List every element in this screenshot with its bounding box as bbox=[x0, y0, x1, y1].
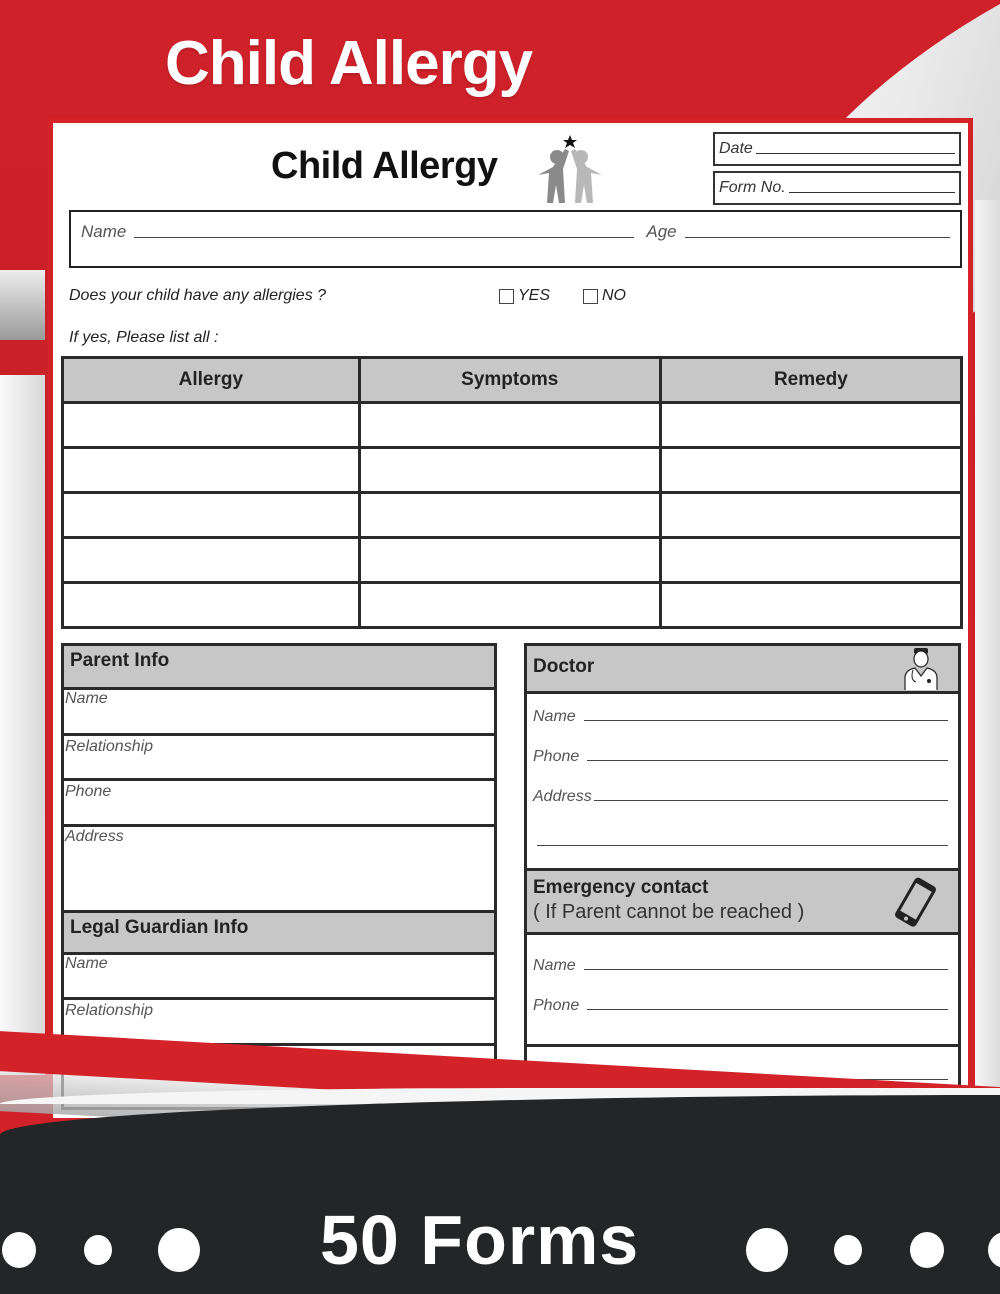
decorative-panel-left bbox=[0, 375, 45, 1075]
table-row bbox=[63, 493, 962, 538]
age-input[interactable] bbox=[685, 222, 950, 238]
doctor-address-label: Address bbox=[533, 788, 592, 805]
allergy-table bbox=[61, 356, 963, 629]
table-row bbox=[63, 538, 962, 583]
remedy-cell[interactable] bbox=[660, 583, 961, 628]
form-number-line bbox=[789, 192, 955, 193]
doctor-phone-field[interactable] bbox=[527, 728, 958, 768]
parent-name-field[interactable]: Name bbox=[64, 690, 494, 736]
header-symptoms: Symptoms bbox=[359, 358, 660, 403]
guardian-relationship-field[interactable]: Relationship bbox=[64, 1000, 494, 1046]
no-option[interactable] bbox=[583, 287, 626, 305]
form-title: Child Allergy bbox=[271, 145, 498, 187]
doctor-address-line-2[interactable] bbox=[537, 808, 948, 846]
doctor-name-line bbox=[584, 720, 948, 721]
emergency-phone-line bbox=[587, 1009, 948, 1010]
doctor-address-field[interactable] bbox=[527, 768, 958, 808]
allergy-cell[interactable] bbox=[63, 448, 360, 493]
allergy-cell[interactable] bbox=[63, 403, 360, 448]
yes-label: YES bbox=[518, 287, 551, 304]
dot-icon bbox=[910, 1232, 944, 1268]
emergency-name-label: Name bbox=[533, 957, 576, 974]
symptoms-cell[interactable] bbox=[359, 493, 660, 538]
form-number-field[interactable] bbox=[713, 171, 961, 205]
date-field[interactable] bbox=[713, 132, 961, 166]
remedy-cell[interactable] bbox=[660, 493, 961, 538]
doctor-phone-label: Phone bbox=[533, 748, 580, 765]
doctor-header bbox=[527, 646, 958, 694]
dot-icon bbox=[746, 1228, 788, 1272]
symptoms-cell[interactable] bbox=[359, 538, 660, 583]
dot-icon bbox=[84, 1235, 112, 1265]
doctor-name-label: Name bbox=[533, 708, 576, 725]
doctor-icon bbox=[902, 646, 940, 690]
doctor-section bbox=[524, 643, 961, 873]
form-number-label: Form No. bbox=[719, 179, 786, 196]
date-line bbox=[756, 153, 955, 154]
emergency-phone-field[interactable] bbox=[527, 977, 958, 1017]
no-label: NO bbox=[602, 287, 626, 304]
dot-icon bbox=[2, 1232, 36, 1268]
children-high-five-icon bbox=[535, 133, 605, 205]
form-page bbox=[48, 118, 973, 1118]
allergy-cell[interactable] bbox=[63, 493, 360, 538]
allergy-question: Does your child have any allergies ? bbox=[69, 287, 327, 304]
decorative-panel-right bbox=[975, 200, 1000, 1130]
list-prompt: If yes, Please list all : bbox=[69, 329, 219, 346]
remedy-cell[interactable] bbox=[660, 403, 961, 448]
doctor-address-line bbox=[594, 800, 948, 801]
header-allergy: Allergy bbox=[63, 358, 360, 403]
allergy-cell[interactable] bbox=[63, 538, 360, 583]
symptoms-cell[interactable] bbox=[359, 403, 660, 448]
emergency-title: Emergency contact bbox=[533, 877, 709, 898]
parent-info-section bbox=[61, 643, 497, 913]
symptoms-cell[interactable] bbox=[359, 583, 660, 628]
emergency-divider bbox=[527, 1017, 958, 1047]
remedy-cell[interactable] bbox=[660, 538, 961, 583]
parent-address-field[interactable]: Address bbox=[65, 828, 124, 845]
age-label: Age bbox=[646, 222, 677, 241]
guardian-name-field[interactable]: Name bbox=[64, 955, 494, 1000]
yes-option[interactable] bbox=[499, 287, 550, 305]
header-remedy: Remedy bbox=[660, 358, 961, 403]
emergency-header bbox=[527, 871, 958, 935]
table-row bbox=[63, 403, 962, 448]
allergy-cell[interactable] bbox=[63, 583, 360, 628]
name-age-box bbox=[69, 210, 962, 268]
child-name-label: Name bbox=[81, 222, 127, 241]
table-row bbox=[63, 448, 962, 493]
dot-icon bbox=[158, 1228, 200, 1272]
parent-relationship-field[interactable]: Relationship bbox=[64, 736, 494, 781]
dot-icon bbox=[834, 1235, 862, 1265]
emergency-subtitle: ( If Parent cannot be reached ) bbox=[533, 901, 805, 923]
no-checkbox[interactable] bbox=[583, 289, 598, 304]
yes-checkbox[interactable] bbox=[499, 289, 514, 304]
table-header-row bbox=[63, 358, 962, 403]
child-name-input[interactable] bbox=[134, 222, 634, 238]
cover-title: Child Allergy bbox=[165, 29, 533, 98]
symptoms-cell[interactable] bbox=[359, 448, 660, 493]
parent-phone-field[interactable]: Phone bbox=[64, 781, 494, 827]
remedy-cell[interactable] bbox=[660, 448, 961, 493]
guardian-info-title: Legal Guardian Info bbox=[64, 913, 494, 955]
doctor-title: Doctor bbox=[533, 656, 595, 677]
date-label: Date bbox=[719, 140, 753, 157]
forms-count-label: 50 Forms bbox=[320, 1201, 640, 1279]
smartphone-icon bbox=[890, 875, 940, 931]
decorative-panel-left-top bbox=[0, 270, 45, 340]
emergency-phone-label: Phone bbox=[533, 997, 580, 1014]
doctor-name-field[interactable] bbox=[527, 694, 958, 728]
parent-info-title: Parent Info bbox=[64, 646, 494, 690]
emergency-name-field[interactable] bbox=[527, 935, 958, 977]
table-row bbox=[63, 583, 962, 628]
emergency-name-line bbox=[584, 969, 948, 970]
doctor-phone-line bbox=[587, 760, 948, 761]
